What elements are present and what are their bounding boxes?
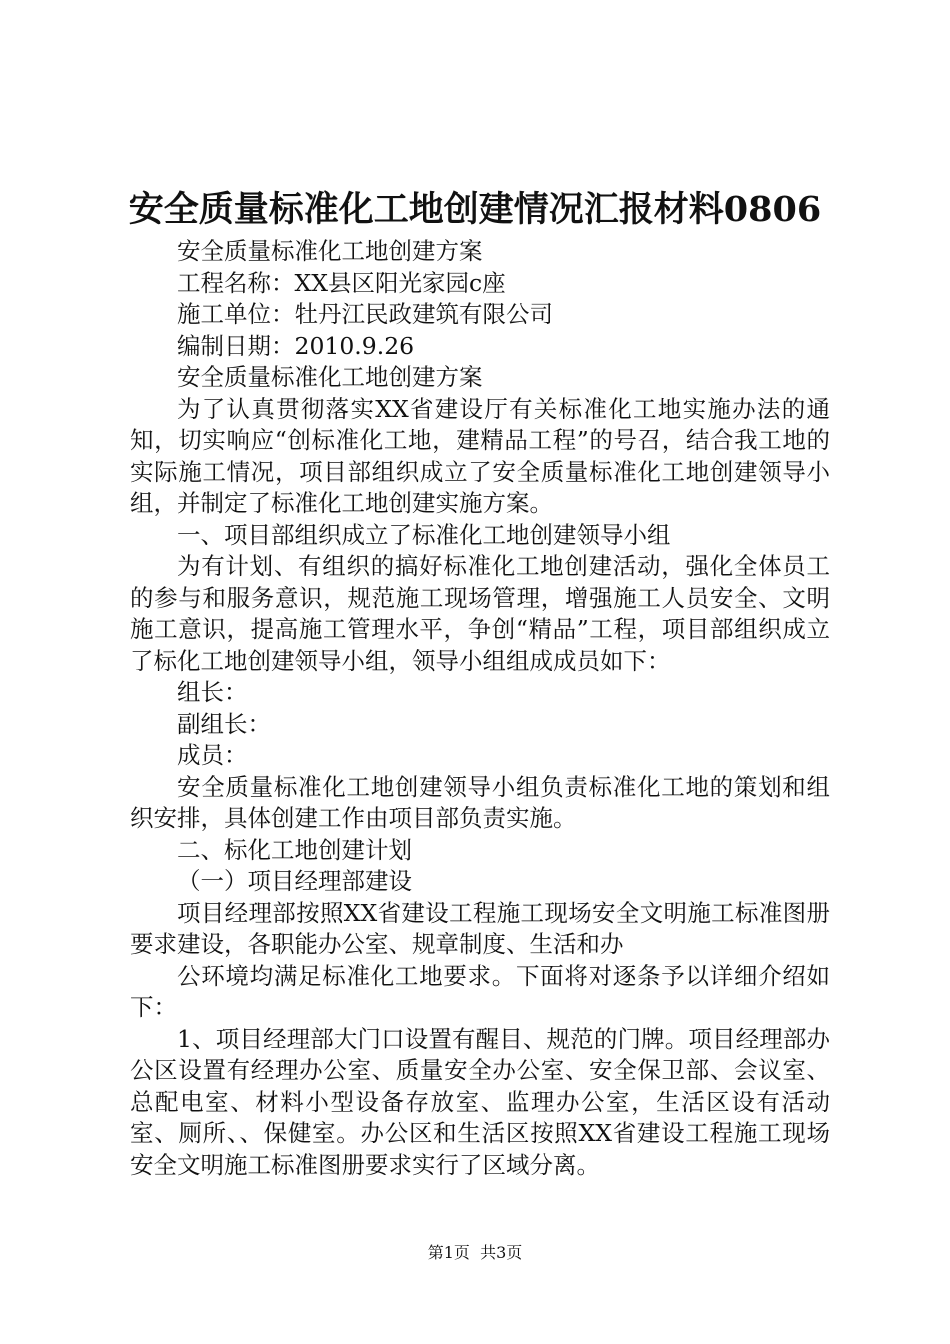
paragraph-plan-heading: 安全质量标准化工地创建方案 bbox=[177, 237, 483, 265]
paragraph-department-construction: 项目经理部按照XX省建设工程施工现场安全文明施工标准图册要求建设，各职能办公室、规章制度、生活和办 bbox=[130, 898, 830, 958]
page-total: 共3页 bbox=[480, 1243, 523, 1262]
paragraph-leadership-group: 为有计划、有组织的搞好标准化工地创建活动，强化全体员工的参与和服务意识，规范施工现场管理，增强施工人员安全、文明施工意识，提高施工管理水平，争创“精品”工程，项目部组织成立了标化工地创建领导小组，领导小组组成成员如下： bbox=[130, 552, 830, 675]
document-body bbox=[130, 236, 830, 1181]
paragraph-item-1: 1、项目经理部大门口设置有醒目、规范的门牌。项目经理部办公区设置有经理办公室、质量安全办公室、安全保卫部、会议室、总配电室、材料小型设备存放室、监理办公室，生活区设有活动室、厕所、、保健室。办公区和生活区按照XX省建设工程施工现场安全文明施工标准图册要求实行了区域分离。 bbox=[130, 1024, 830, 1179]
paragraph-office-environment: 公环境均满足标准化工地要求。下面将对逐条予以详细介绍如下： bbox=[130, 961, 830, 1021]
paragraph-intro: 为了认真贯彻落实XX省建设厅有关标准化工地实施办法的通知，切实响应“创标准化工地，建精品工程”的号召，结合我工地的实际施工情况，项目部组织成立了安全质量标准化工地创建领导小组，并制定了标准化工地创建实施方案。 bbox=[130, 394, 830, 517]
section-heading-2: 二、标化工地创建计划 bbox=[177, 835, 412, 864]
page-number: 第1页 bbox=[427, 1243, 470, 1262]
section-heading-1: 一、项目部组织成立了标准化工地创建领导小组 bbox=[177, 520, 671, 549]
paragraph-compile-date: 编制日期：2010.9.26 bbox=[177, 331, 415, 360]
subsection-heading-1: （一）项目经理部建设 bbox=[177, 867, 412, 895]
paragraph-members: 成员： bbox=[177, 741, 248, 769]
paragraph-deputy-leader: 副组长： bbox=[177, 709, 271, 738]
paragraph-plan-heading-repeat: 安全质量标准化工地创建方案 bbox=[177, 363, 483, 391]
document-title: 安全质量标准化工地创建情况汇报材料0806 bbox=[128, 189, 822, 230]
paragraph-construction-unit: 施工单位：牡丹江民政建筑有限公司 bbox=[177, 300, 553, 328]
paragraph-group-responsibility: 安全质量标准化工地创建领导小组负责标准化工地的策划和组织安排，具体创建工作由项目部负责实施。 bbox=[130, 772, 830, 832]
paragraph-group-leader: 组长： bbox=[177, 678, 248, 706]
page-footer bbox=[0, 1242, 950, 1264]
footer-separator bbox=[470, 1243, 480, 1262]
paragraph-project-name: 工程名称：XX县区阳光家园c座 bbox=[177, 268, 506, 297]
